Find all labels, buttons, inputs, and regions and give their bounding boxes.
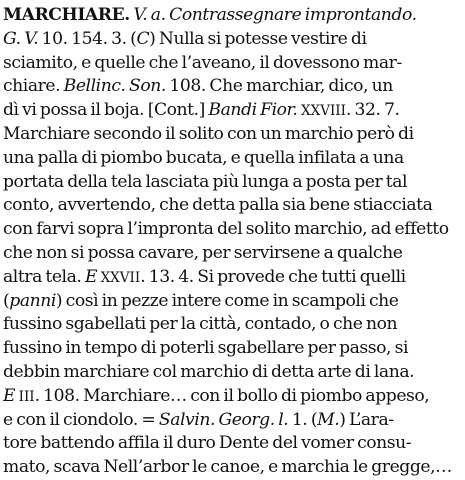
entry-text: 10. 154. 3. ( <box>38 28 137 49</box>
entry-text: con farvi sopra l’impronta del solito marchio, ad effetto <box>3 219 449 240</box>
italic-text: G. V. <box>3 28 39 49</box>
entry-line <box>3 456 463 480</box>
entry-line <box>3 123 463 147</box>
entry-text: dì vi possa il boja. [Cont.] <box>3 100 209 121</box>
entry-line <box>3 242 463 266</box>
entry-text: fussino in tempo di poterli sgabellare per passo, si <box>3 338 409 359</box>
italic-text: Salvin. Georg. l. <box>158 409 289 430</box>
entry-line <box>3 313 463 337</box>
entry-text: conto, avvertendo, che detta palla sia bene stiacciata <box>3 195 433 216</box>
italic-text: Contrassegnare improntando. <box>169 5 417 25</box>
entry-line <box>3 409 463 433</box>
headword: MARCHIARE. <box>3 5 130 25</box>
entry-text: 1. ( <box>288 409 318 430</box>
entry-line <box>3 337 463 361</box>
entry-text: fussino sgabellati per la città, contado, o che non <box>3 314 398 335</box>
entry-text: ) Nulla si potesse vestire di <box>149 28 367 49</box>
roman-numeral: III <box>18 388 35 405</box>
entry-text: ) così in pezze intere come in scampoli che <box>55 290 399 311</box>
italic-text: panni <box>9 290 56 311</box>
entry-text: . 13. 4. Si provede che tutti quelli <box>140 266 406 287</box>
entry-text: e con il ciondolo. = <box>3 409 159 430</box>
entry-line <box>3 147 463 171</box>
entry-text: mato, scava Nell’arbor le canoe, e marchia le gregge,… <box>3 457 452 478</box>
entry-text: tore battendo affila il duro Dente del vomer consu- <box>3 433 412 454</box>
entry-text: . 108. Marchiare… con il bollo di piombo appeso, <box>34 385 430 406</box>
entry-text: altra tela. <box>3 266 85 287</box>
entry-line <box>3 75 463 99</box>
entry-line <box>3 52 463 76</box>
italic-text: Bellinc. Son. <box>63 76 166 97</box>
entry-text: . 32. 7. <box>345 100 400 121</box>
italic-text: C <box>136 28 150 49</box>
entry-text: 108. Che marchiar, dico, un <box>165 76 393 97</box>
roman-numeral: XXVIII <box>300 103 346 120</box>
entry-line <box>3 385 463 409</box>
entry-text: Marchiare secondo il solito con un marchio però di <box>3 123 414 144</box>
entry-text: chiare. <box>3 76 64 97</box>
dictionary-entry <box>3 4 463 480</box>
italic-text: Bandi Fior. <box>208 100 298 121</box>
italic-text: E <box>3 385 16 406</box>
entry-line <box>3 218 463 242</box>
entry-line <box>3 99 463 123</box>
entry-line <box>3 361 463 385</box>
italic-text: M. <box>317 409 340 430</box>
entry-line <box>3 266 463 290</box>
entry-text: ( <box>3 290 10 311</box>
entry-text: debbin marchiare col marchio di detta arte di lana. <box>3 361 415 382</box>
entry-text: ) L’ara- <box>339 409 394 430</box>
roman-numeral: XXVII <box>100 269 141 286</box>
entry-line <box>3 171 463 195</box>
italic-text: E <box>84 266 98 287</box>
entry-text: portata della tela lasciata più lunga a posta per tal <box>3 171 408 192</box>
entry-text: che non si possa cavare, per servirsene a qualche <box>3 242 403 263</box>
entry-line <box>3 194 463 218</box>
italic-text: V. a. <box>129 5 170 25</box>
entry-line <box>3 28 463 52</box>
entry-line <box>3 290 463 314</box>
entry-line <box>3 432 463 456</box>
entry-text: sciamito, e quelle che l’aveano, il dovessono mar- <box>3 52 402 73</box>
entry-line <box>3 4 463 28</box>
entry-text: una palla di piombo bucata, e quella infilata a una <box>3 147 404 168</box>
